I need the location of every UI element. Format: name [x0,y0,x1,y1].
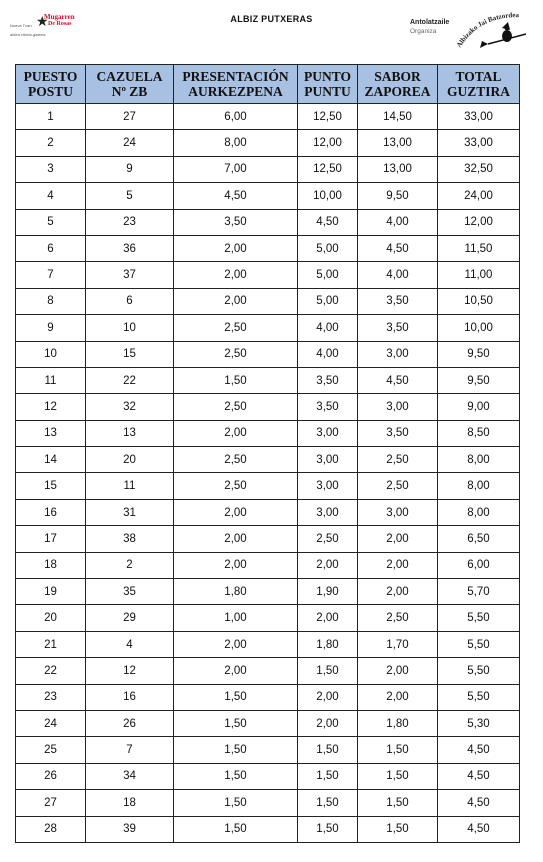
cell-cazuela: 34 [86,763,174,789]
cell-presentacion: 6,00 [174,104,298,130]
cell-sabor: 13,00 [358,156,438,182]
cell-sabor: 4,50 [358,367,438,393]
cell-presentacion: 2,50 [174,473,298,499]
cell-punto: 1,50 [298,658,358,684]
cell-sabor: 1,50 [358,816,438,842]
cell-total: 9,50 [438,367,520,393]
column-header-sabor-line2: ZAPOREA [364,84,431,99]
cell-total: 8,00 [438,447,520,473]
cell-cazuela: 10 [86,315,174,341]
cell-cazuela: 38 [86,526,174,552]
cell-cazuela: 24 [86,130,174,156]
column-header-puesto-line1: PUESTO [23,69,78,84]
cell-total: 8,50 [438,420,520,446]
cell-total: 5,50 [438,631,520,657]
cell-presentacion: 2,00 [174,658,298,684]
cell-sabor: 3,50 [358,288,438,314]
cell-puesto: 3 [16,156,86,182]
table-row [16,473,520,499]
table-row [16,447,520,473]
cell-punto: 3,00 [298,499,358,525]
cell-total: 8,00 [438,473,520,499]
cell-cazuela: 11 [86,473,174,499]
cell-punto: 4,50 [298,209,358,235]
cell-puesto: 17 [16,526,86,552]
cell-puesto: 27 [16,790,86,816]
cell-presentacion: 2,00 [174,552,298,578]
cell-puesto: 21 [16,631,86,657]
cell-sabor: 9,50 [358,183,438,209]
cell-cazuela: 5 [86,183,174,209]
cell-total: 5,50 [438,684,520,710]
table-row [16,183,520,209]
cell-puesto: 16 [16,499,86,525]
cell-sabor: 3,00 [358,341,438,367]
cell-cazuela: 4 [86,631,174,657]
cell-presentacion: 4,50 [174,183,298,209]
cell-cazuela: 18 [86,790,174,816]
star-icon: ★ [36,13,49,29]
cell-presentacion: 2,50 [174,341,298,367]
cell-puesto: 1 [16,104,86,130]
cell-total: 4,50 [438,737,520,763]
cell-sabor: 2,00 [358,526,438,552]
cell-total: 33,00 [438,130,520,156]
cell-cazuela: 35 [86,579,174,605]
cell-puesto: 6 [16,235,86,261]
cell-sabor: 3,00 [358,499,438,525]
cell-total: 10,50 [438,288,520,314]
cell-total: 9,50 [438,341,520,367]
cell-cazuela: 6 [86,288,174,314]
table-row [16,552,520,578]
cell-punto: 10,00 [298,183,358,209]
sponsor-brand-line2: De Rosas [48,21,72,27]
table-row [16,315,520,341]
cell-cazuela: 37 [86,262,174,288]
column-header-punto [298,65,358,104]
cell-puesto: 22 [16,658,86,684]
column-header-presentacion-line1: PRESENTACIÓN [182,69,289,84]
cell-punto: 3,50 [298,367,358,393]
cell-puesto: 14 [16,447,86,473]
cell-presentacion: 2,00 [174,631,298,657]
cell-presentacion: 1,00 [174,605,298,631]
cell-puesto: 5 [16,209,86,235]
cell-cazuela: 36 [86,235,174,261]
column-header-cazuela-line1: CAZUELA [96,69,163,84]
cell-total: 33,00 [438,104,520,130]
cell-sabor: 3,50 [358,420,438,446]
cell-punto: 3,50 [298,394,358,420]
cell-punto: 2,00 [298,552,358,578]
cell-presentacion: 1,50 [174,684,298,710]
cell-sabor: 4,50 [358,235,438,261]
table-row [16,737,520,763]
cell-presentacion: 2,50 [174,394,298,420]
cell-presentacion: 1,50 [174,710,298,736]
table-row [16,631,520,657]
table-row [16,104,520,130]
results-table-container [15,64,519,843]
cell-sabor: 3,00 [358,394,438,420]
organizer-sub-label: Organiza [410,28,437,35]
cell-presentacion: 1,50 [174,790,298,816]
table-row [16,816,520,842]
cell-presentacion: 2,50 [174,315,298,341]
cell-sabor: 14,50 [358,104,438,130]
cell-cazuela: 2 [86,552,174,578]
table-row [16,235,520,261]
cell-puesto: 20 [16,605,86,631]
table-row [16,790,520,816]
cell-punto: 1,50 [298,737,358,763]
table-row [16,526,520,552]
cell-presentacion: 1,50 [174,737,298,763]
cell-cazuela: 23 [86,209,174,235]
cell-punto: 1,50 [298,816,358,842]
cell-total: 10,00 [438,315,520,341]
cell-punto: 1,50 [298,763,358,789]
column-header-total-line2: GUZTIRA [446,84,510,99]
cell-cazuela: 13 [86,420,174,446]
table-row [16,262,520,288]
table-row [16,605,520,631]
cell-punto: 4,00 [298,315,358,341]
cell-cazuela: 16 [86,684,174,710]
cell-sabor: 2,00 [358,658,438,684]
table-row [16,763,520,789]
cell-cazuela: 31 [86,499,174,525]
column-header-sabor [358,65,438,104]
cell-punto: 3,00 [298,420,358,446]
column-header-puesto-line2: POSTU [27,84,73,99]
cell-punto: 5,00 [298,288,358,314]
cell-total: 24,00 [438,183,520,209]
cell-total: 4,50 [438,790,520,816]
cell-cazuela: 29 [86,605,174,631]
cell-presentacion: 1,50 [174,763,298,789]
table-row [16,684,520,710]
cell-puesto: 12 [16,394,86,420]
column-header-presentacion-line2: AURKEZPENA [188,84,283,99]
results-table [15,64,520,843]
cell-punto: 12,50 [298,156,358,182]
table-row [16,394,520,420]
cell-punto: 3,00 [298,473,358,499]
cell-sabor: 4,00 [358,262,438,288]
cell-punto: 1,50 [298,790,358,816]
cell-puesto: 9 [16,315,86,341]
cell-puesto: 7 [16,262,86,288]
cell-cazuela: 15 [86,341,174,367]
cell-punto: 12,00 [298,130,358,156]
cell-puesto: 25 [16,737,86,763]
table-row [16,130,520,156]
svg-text:Albizako Jai Batzordea [455,11,520,49]
cell-presentacion: 2,00 [174,288,298,314]
cell-punto: 2,50 [298,526,358,552]
column-header-punto-line1: PUNTO [303,69,351,84]
table-row [16,579,520,605]
cell-presentacion: 3,50 [174,209,298,235]
cell-puesto: 13 [16,420,86,446]
cell-puesto: 15 [16,473,86,499]
cell-puesto: 10 [16,341,86,367]
cell-total: 6,00 [438,552,520,578]
cell-puesto: 4 [16,183,86,209]
sponsor-tagline: aldea vitoria-gasteiz [10,32,46,37]
cell-cazuela: 27 [86,104,174,130]
cell-sabor: 1,50 [358,790,438,816]
cell-cazuela: 39 [86,816,174,842]
cell-total: 11,50 [438,235,520,261]
cell-punto: 1,80 [298,631,358,657]
table-header-row [16,65,520,104]
column-header-cazuela-line2: Nº ZB [111,84,148,99]
cell-sabor: 1,70 [358,631,438,657]
cell-punto: 5,00 [298,235,358,261]
cell-cazuela: 22 [86,367,174,393]
cell-sabor: 2,50 [358,447,438,473]
cell-total: 5,30 [438,710,520,736]
cell-punto: 1,90 [298,579,358,605]
cell-presentacion: 2,50 [174,447,298,473]
cell-total: 5,50 [438,605,520,631]
cell-presentacion: 2,00 [174,499,298,525]
column-header-total [438,65,520,104]
cell-punto: 5,00 [298,262,358,288]
cell-punto: 4,00 [298,341,358,367]
cell-cazuela: 7 [86,737,174,763]
witch-logo-icon [452,8,536,58]
cell-punto: 12,50 [298,104,358,130]
column-header-sabor-line1: SABOR [374,69,421,84]
column-header-presentacion [174,65,298,104]
table-row [16,209,520,235]
cell-total: 5,70 [438,579,520,605]
cell-punto: 2,00 [298,605,358,631]
cell-presentacion: 1,80 [174,579,298,605]
cell-puesto: 28 [16,816,86,842]
cell-punto: 2,00 [298,684,358,710]
cell-puesto: 18 [16,552,86,578]
cell-sabor: 2,50 [358,473,438,499]
cell-sabor: 2,50 [358,605,438,631]
column-header-puesto [16,65,86,104]
cell-sabor: 13,00 [358,130,438,156]
cell-sabor: 2,00 [358,579,438,605]
cell-puesto: 19 [16,579,86,605]
cell-cazuela: 26 [86,710,174,736]
table-row [16,367,520,393]
cell-puesto: 11 [16,367,86,393]
table-body [16,104,520,843]
document-header [0,0,543,62]
table-header [16,65,520,104]
cell-cazuela: 9 [86,156,174,182]
cell-punto: 3,00 [298,447,358,473]
organizer-label: Antolatzaile [410,19,450,26]
cell-punto: 2,00 [298,710,358,736]
column-header-total-line1: TOTAL [455,69,502,84]
cell-total: 32,50 [438,156,520,182]
cell-total: 9,00 [438,394,520,420]
column-header-cazuela [86,65,174,104]
table-row [16,288,520,314]
cell-presentacion: 2,00 [174,262,298,288]
page-title: ALBIZ PUTXERAS [230,14,313,24]
table-row [16,499,520,525]
cell-puesto: 8 [16,288,86,314]
cell-sabor: 3,50 [358,315,438,341]
cell-total: 6,50 [438,526,520,552]
cell-presentacion: 1,50 [174,367,298,393]
cell-cazuela: 20 [86,447,174,473]
table-row [16,341,520,367]
cell-sabor: 1,50 [358,763,438,789]
cell-sabor: 2,00 [358,552,438,578]
sponsor-logo-small-text: Nueva Txarr [10,23,32,28]
cell-total: 5,50 [438,658,520,684]
cell-total: 4,50 [438,816,520,842]
cell-puesto: 23 [16,684,86,710]
cell-sabor: 1,50 [358,737,438,763]
cell-presentacion: 7,00 [174,156,298,182]
cell-sabor: 4,00 [358,209,438,235]
cell-total: 4,50 [438,763,520,789]
table-row [16,658,520,684]
cell-cazuela: 12 [86,658,174,684]
cell-presentacion: 2,00 [174,235,298,261]
sponsor-brand-line1: Mugarren [44,13,75,21]
cell-presentacion: 8,00 [174,130,298,156]
table-row [16,156,520,182]
cell-cazuela: 32 [86,394,174,420]
cell-sabor: 1,80 [358,710,438,736]
cell-total: 12,00 [438,209,520,235]
cell-puesto: 2 [16,130,86,156]
cell-presentacion: 2,00 [174,420,298,446]
cell-sabor: 2,00 [358,684,438,710]
cell-total: 11,00 [438,262,520,288]
cell-total: 8,00 [438,499,520,525]
witch-logo-text: Albizako Jai Batzordea [454,11,520,50]
cell-puesto: 26 [16,763,86,789]
table-row [16,710,520,736]
table-row [16,420,520,446]
cell-presentacion: 1,50 [174,816,298,842]
cell-puesto: 24 [16,710,86,736]
cell-presentacion: 2,00 [174,526,298,552]
column-header-punto-line2: PUNTU [304,84,351,99]
